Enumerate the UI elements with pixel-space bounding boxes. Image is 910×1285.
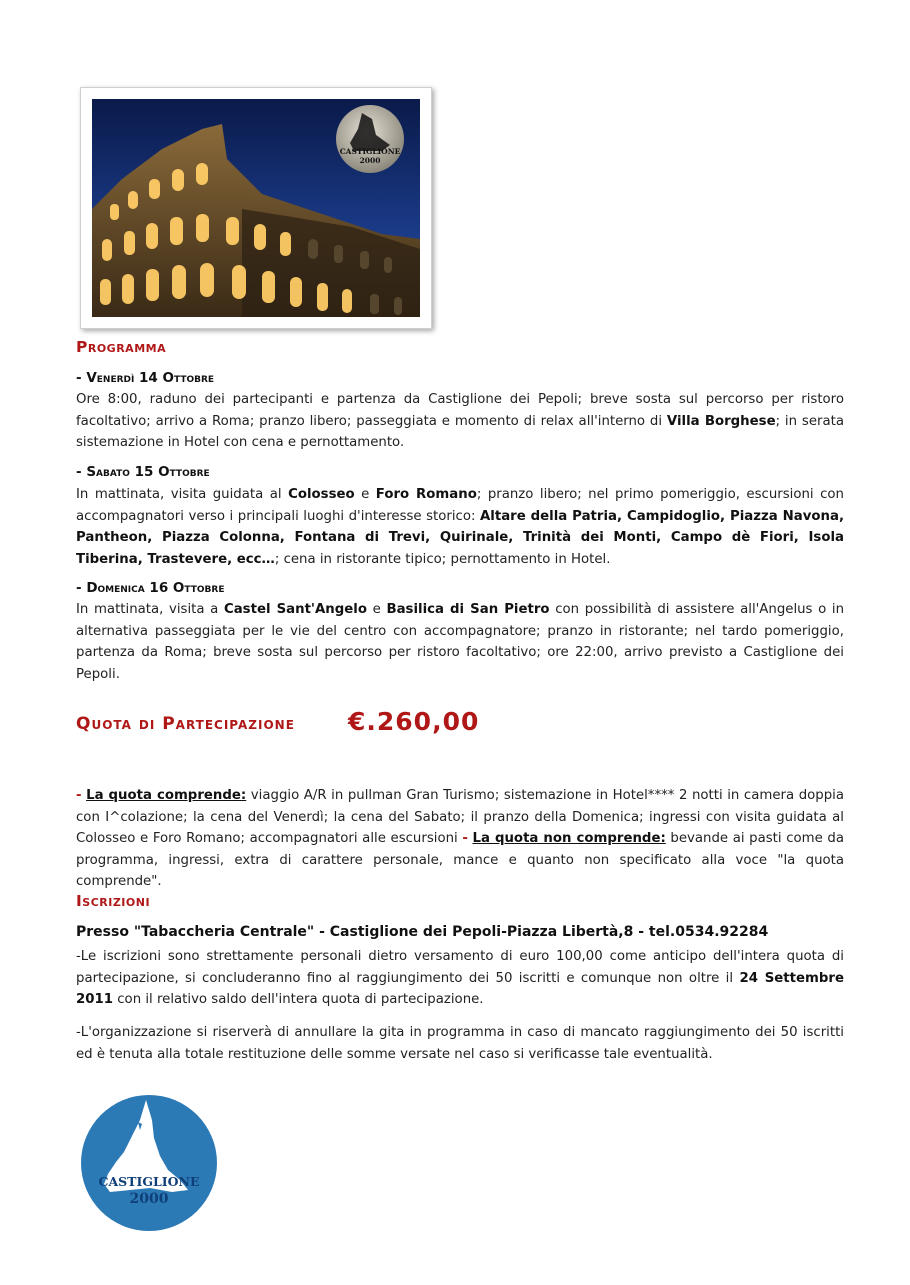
castiglione-logo [80,1094,218,1236]
day-heading-sabato [76,464,210,480]
programma-heading: Programma [76,338,167,356]
photo-badge-line2: 2000 [359,156,381,165]
presso-line: Presso "Tabaccheria Centrale" - Castiglione dei Pepoli-Piazza Libertà,8 - tel.0534.92284 [76,924,769,940]
day-heading-domenica [76,580,224,596]
iscrizioni-paragraph-1: -Le iscrizioni sono strettamente personali dietro versamento di euro 100,00 come anticipo dell'intera quota di partecipazione, si concluderanno fino al raggiungimento dei 50 iscritti e comunque non oltre il 24 Settembre 2011 con il relativo saldo dell'intera quota di partecipazione. [76,949,844,1007]
colosseum-photo-frame [80,87,432,329]
day-text-venerdi: Ore 8:00, raduno dei partecipanti e partenza da Castiglione dei Pepoli; breve sosta sul percorso per ristoro facoltativo; arrivo a Roma; pranzo libero; passeggiata e momento di relax all'interno di Villa Borghese; in serata sistemazione in Hotel con cena e pernottamento. [76,392,844,450]
iscrizioni-paragraph-2: -L'organizzazione si riserverà di annullare la gita in programma in caso di mancato raggiungimento dei 50 iscritti ed è tenuta alla totale restituzione delle somme versate nel caso si verificasse tale eventualità. [76,1025,844,1062]
day-marker: - [76,370,82,386]
day-text-sabato: In mattinata, visita guidata al Colosseo e Foro Romano; pranzo libero; nel primo pomeriggio, escursioni con accompagnatori verso i principali luoghi d'interesse storico: Altare della Patria, Campidoglio, Piazza Navona, Pantheon, Piazza Colonna, Fontana di Trevi, Quirinale, Trinità dei Monti, Campo dè Fiori, Isola Tiberina, Trastevere, ecc…; cena in ristorante tipico; pernottamento in Hotel. [76,487,845,567]
day-label: Venerdì 14 Ottobre [86,370,215,386]
logo-line1: CASTIGLIONE [98,1174,200,1189]
non-comprende-label: La quota non comprende: [472,831,666,846]
day-marker: - [76,464,82,480]
colosseum-photo [92,99,420,317]
day-heading-venerdi [76,370,214,386]
photo-badge-line1: CASTIGLIONE [339,147,401,156]
comprende-label: La quota comprende: [86,788,247,803]
logo-line2: 2000 [129,1191,169,1207]
day-label: Domenica 16 Ottobre [86,580,225,596]
day-text-domenica: In mattinata, visita a Castel Sant'Angelo e Basilica di San Pietro con possibilità di assistere all'Angelus o in alternativa passeggiata per le vie del centro con accompagnatore; pranzo in ristorante; nel tardo pomeriggio, partenza da Roma; breve sosta sul percorso per ristoro facoltativo; ore 22:00, arrivo previsto a Castiglione dei Pepoli. [76,602,845,682]
quota-price: €.260,00 [348,707,480,736]
day-marker: - [76,580,82,596]
quota-heading: Quota di Partecipazione [76,714,295,734]
quota-details: - La quota comprende: viaggio A/R in pullman Gran Turismo; sistemazione in Hotel**** 2 notti in camera doppia con I^colazione; la cena del Venerdì; la cena del Sabato; il pranzo della Domenica; ingressi con visita guidata al Colosseo e Foro Romano; accompagnatori alle escursioni - La quota non comprende: bevande ai pasti come da programma, ingressi, extra di carattere personale, mance e quanto non specificato alla voce "la quota comprende". [76,788,844,889]
day-label: Sabato 15 Ottobre [86,464,210,480]
iscrizioni-heading: Iscrizioni [76,892,151,910]
